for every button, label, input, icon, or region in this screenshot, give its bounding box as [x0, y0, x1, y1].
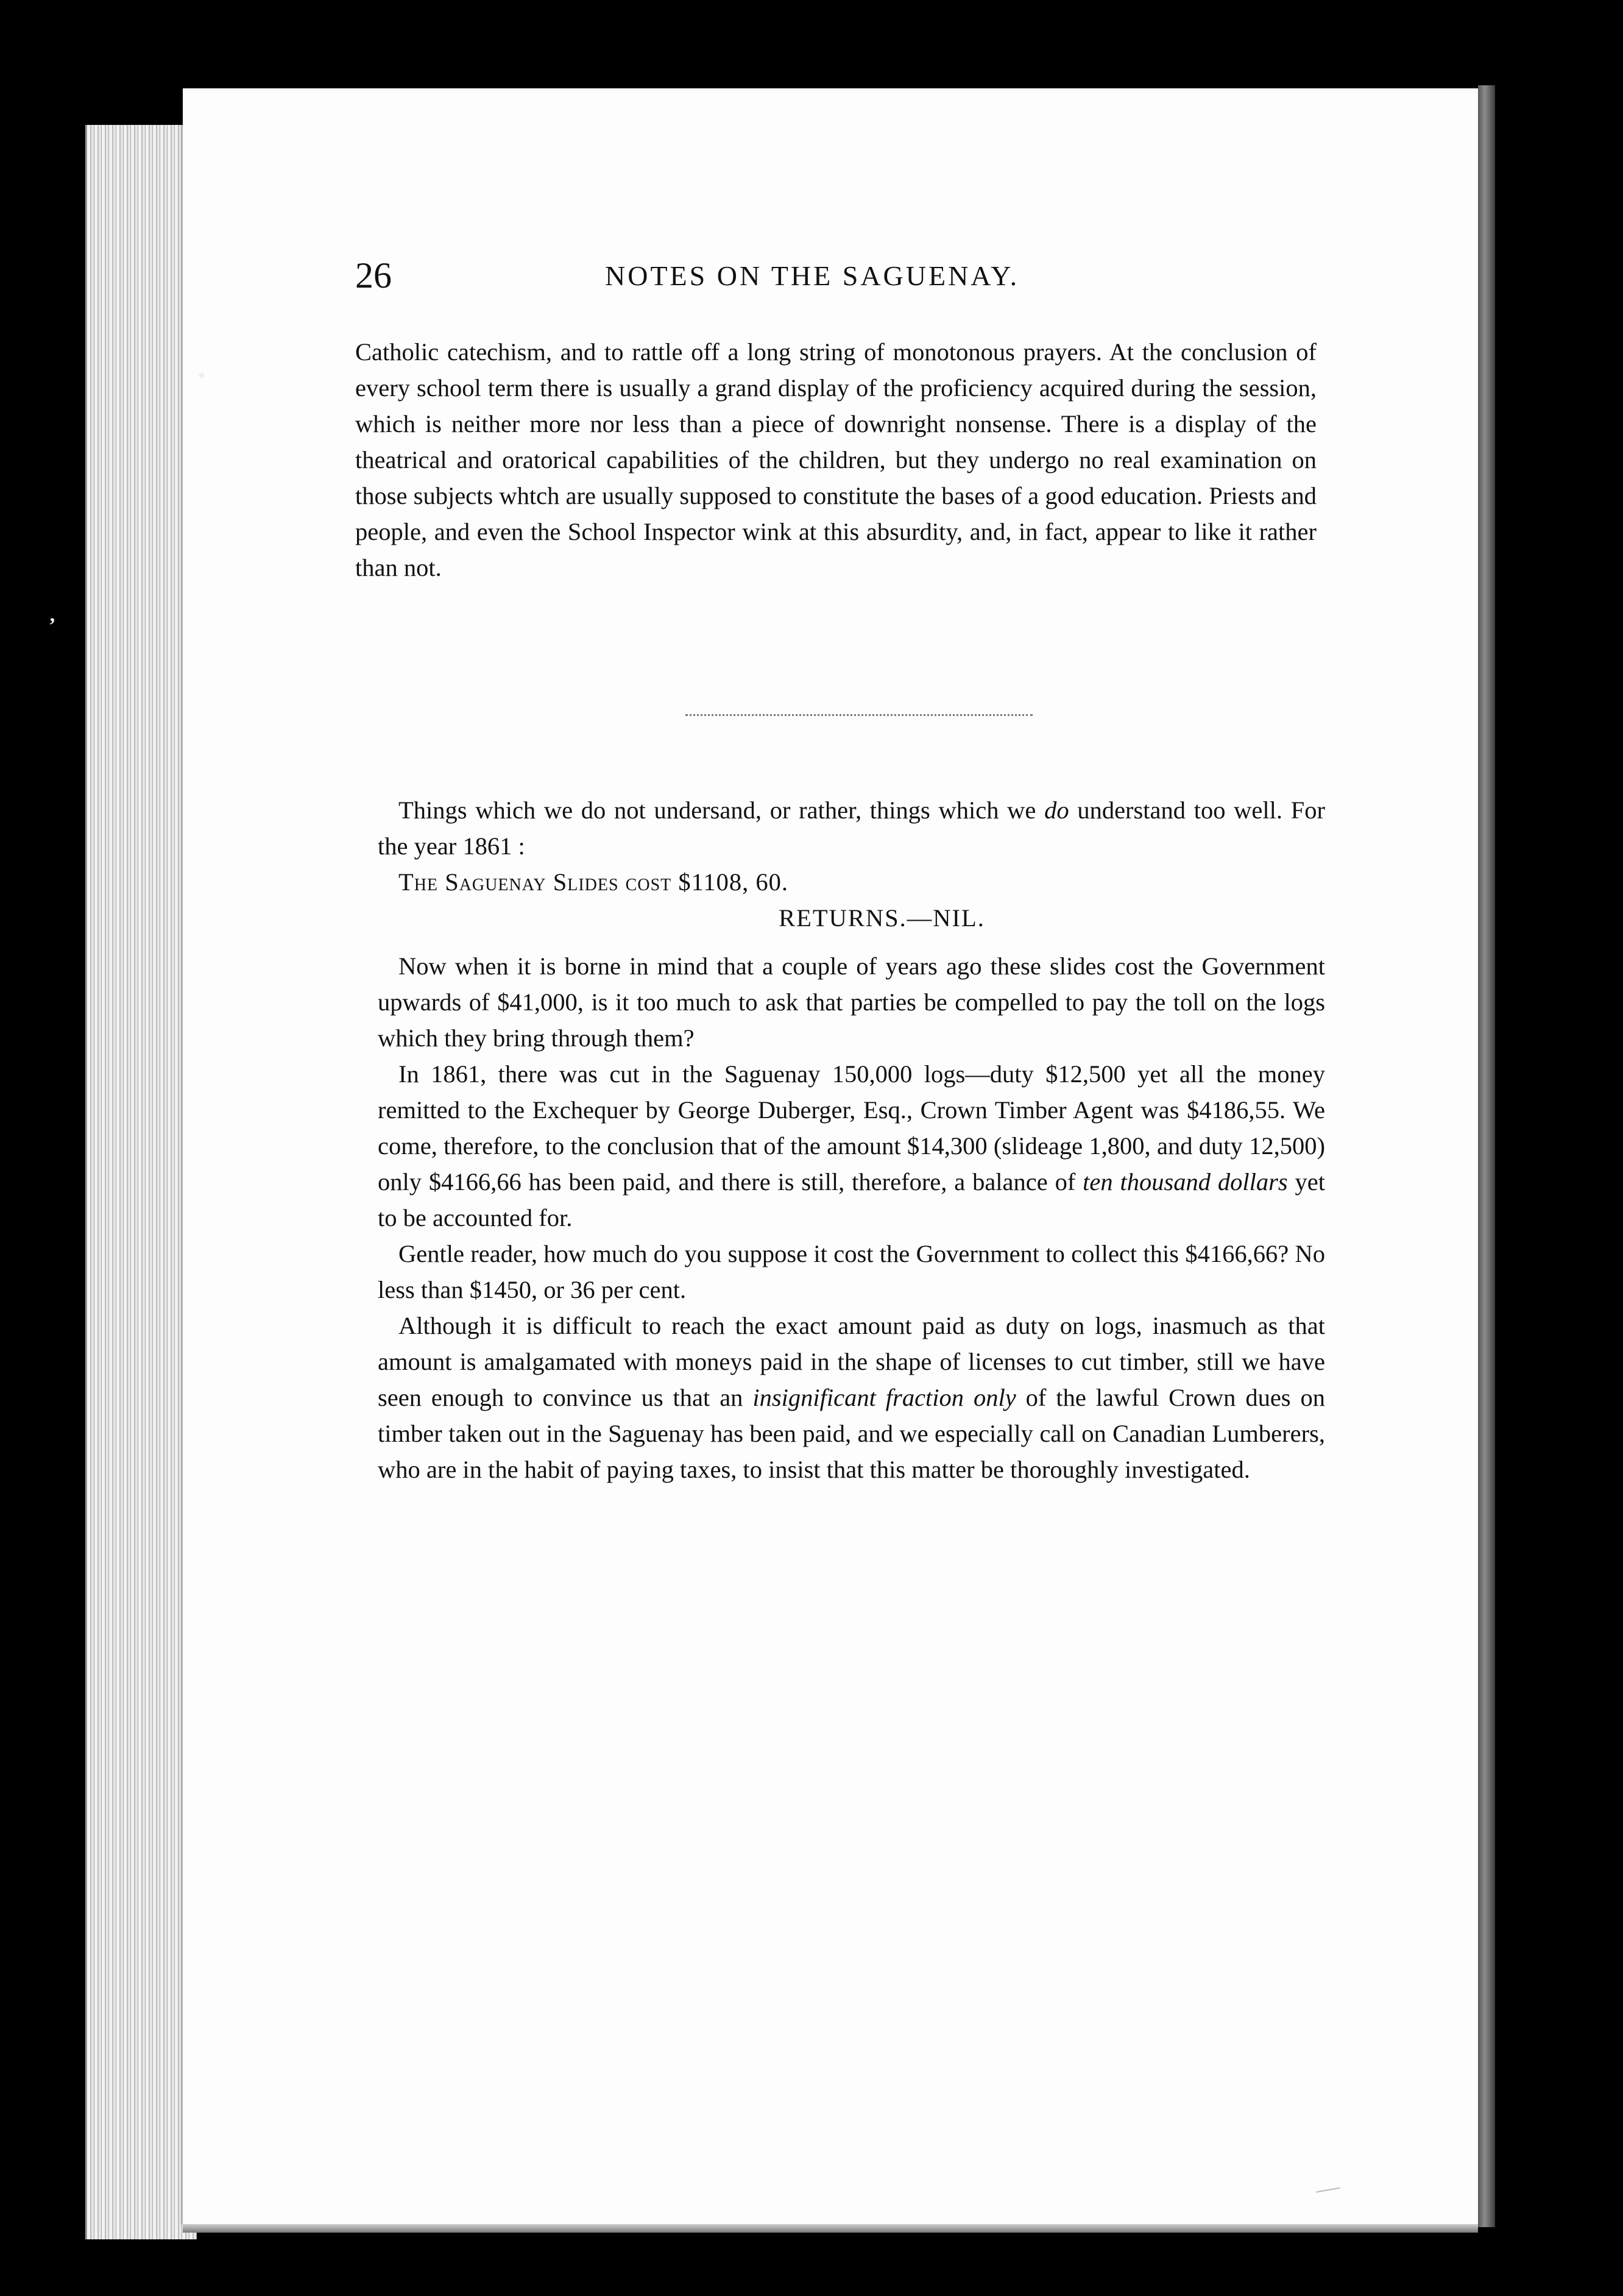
intro-text: Things which we do not undersand, or rather, things which we: [398, 796, 1045, 824]
paragraph-government-cost: Now when it is borne in mind that a couple of years ago these slides cost the Government upwards of $41,000, is it too much to ask that parties be compelled to pay the toll on the logs which they bring through them?: [378, 952, 1325, 1052]
paragraph-emphasis: ten thousand dollars: [1083, 1168, 1288, 1196]
page-edges: [85, 125, 197, 2239]
returns-heading: RETURNS.—NIL.: [779, 904, 985, 932]
section-saguenay-slides: [378, 792, 1325, 1487]
running-head: [355, 255, 1354, 303]
margin-speck-mark: •: [198, 364, 205, 387]
slides-label: The Saguenay Slides cost: [398, 868, 672, 896]
paragraph-text-end: of the lawful Crown dues on timber taken out in the Saguenay has been paid, and we especially call on Canadian Lumberers, who are in the habit of paying taxes, to insist that this matter be thoroughly investigated.: [378, 1384, 1325, 1483]
paragraph-gentle-reader: Gentle reader, how much do you suppose it cost the Government to collect this $4166,66? No less than $1450, or 36 per cent.: [378, 1240, 1325, 1303]
paragraph-emphasis: insignificant fraction only: [752, 1384, 1016, 1411]
spacer: [378, 936, 1325, 948]
intro-emphasis: do: [1044, 796, 1069, 824]
intro-paragraph: [378, 792, 1325, 864]
paragraph-text: Although it is difficult to reach the exact amount paid as duty on logs, inasmuch as that amount is amalgamated with moneys paid in the shape of licenses to cut timber, still we have seen enough to convince us that an: [378, 1312, 1325, 1411]
paragraph-text: Catholic catechism, and to rattle off a long string of monotonous prayers. At the conclusion of every school term there is usually a grand display of the proficiency acquired during the session, which is neither more nor less than a piece of downright nonsense. There is a display of the theatrical and oratorical capabilities of the children, but they undergo no real examination on those subjects whtch are usually supposed to constitute the bases of a good education. Priests and people, and even the School Inspector wink at this absurdity, and, in fact, appear to like it rather than not.: [355, 338, 1317, 581]
slides-amount: $1108, 60.: [678, 868, 788, 896]
paragraph-text: In 1861, there was cut in the Saguenay 150,000 logs—duty $12,500 yet all the money remitted to the Exchequer by George Duberger, Esq., Crown Timber Agent was $4186,55. We come, therefore, to the conclusion that of the amount $14,300 (slideage 1,800, and duty 12,500) only $4166,66 has been paid, and there is still, therefore, a balance of: [378, 1060, 1325, 1196]
page-bottom-edge: [183, 2224, 1478, 2233]
slides-cost-line: [378, 864, 1325, 900]
paragraph-crown-dues: [378, 1308, 1325, 1487]
page-number: 26: [355, 255, 392, 296]
margin-speck-mark: ʼ: [49, 614, 56, 637]
running-title: NOTES ON THE SAGUENAY.: [605, 260, 1020, 291]
paragraph-catechism: [355, 334, 1317, 586]
intro-text-end: understand too well. For the year 1861 :: [378, 796, 1325, 860]
page-binding-edge: [1478, 85, 1495, 2227]
paragraph-text-end: yet to be accounted for.: [378, 1168, 1325, 1231]
section-divider: [685, 714, 1033, 716]
paragraph-logs-1861: [378, 1056, 1325, 1236]
